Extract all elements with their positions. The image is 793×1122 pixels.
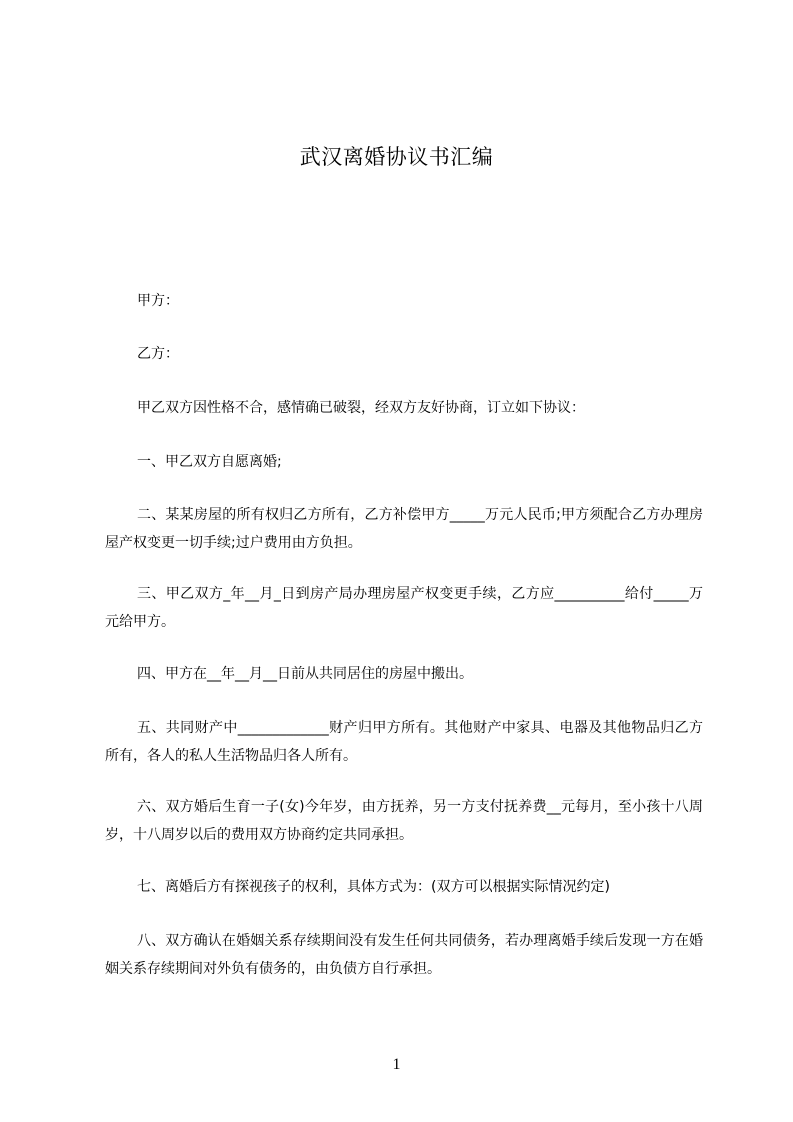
party-a-paragraph <box>105 287 703 315</box>
party-b-paragraph <box>105 340 703 368</box>
clause-7-paragraph <box>105 873 703 901</box>
clause-6-paragraph <box>105 793 703 849</box>
page-number: 1 <box>392 1056 401 1073</box>
paragraph: 三、甲乙双方_年__月_日到房产局办理房屋产权变更手续，乙方应__________给付_____万元给甲方。 <box>105 586 703 630</box>
paragraph: 一、甲乙双方自愿离婚; <box>137 454 282 470</box>
paragraph: 八、双方确认在婚姻关系存续期间没有发生任何共同债务，若办理离婚手续后发现一方在婚姻关系存续期间对外负有债务的，由负债方自行承担。 <box>105 933 703 977</box>
paragraph: 七、离婚后方有探视孩子的权利，具体方式为：(双方可以根据实际情况约定) <box>137 879 610 895</box>
clause-8-paragraph <box>105 927 703 983</box>
clause-1-paragraph <box>105 448 703 476</box>
document-title: 武汉离婚协议书汇编 <box>299 145 494 169</box>
intro-paragraph <box>105 394 703 422</box>
paragraph: 五、共同财产中_____________财产归甲方所有。其他财产中家具、电器及其他物品归乙方所有，各人的私人生活物品归各人所有。 <box>105 720 703 764</box>
clause-3-paragraph <box>105 580 703 636</box>
paragraph: 四、甲方在__年__月__日前从共同居住的房屋中搬出。 <box>137 666 473 682</box>
paragraph: 乙方： <box>137 346 179 362</box>
clause-4-paragraph <box>105 660 703 688</box>
paragraph: 六、双方婚后生育一子(女)今年岁，由方抚养，另一方支付抚养费__元每月，至小孩十八周岁，十八周岁以后的费用双方协商约定共同承担。 <box>105 799 703 843</box>
paragraph: 甲乙双方因性格不合，感情确已破裂，经双方友好协商，订立如下协议： <box>137 400 585 416</box>
paragraph: 甲方： <box>137 293 179 309</box>
paragraph: 二、某某房屋的所有权归乙方所有，乙方补偿甲方_____万元人民币;甲方须配合乙方办理房屋产权变更一切手续;过户费用由方负担。 <box>105 507 703 551</box>
clause-2-paragraph <box>105 501 703 557</box>
clause-5-paragraph <box>105 714 703 770</box>
